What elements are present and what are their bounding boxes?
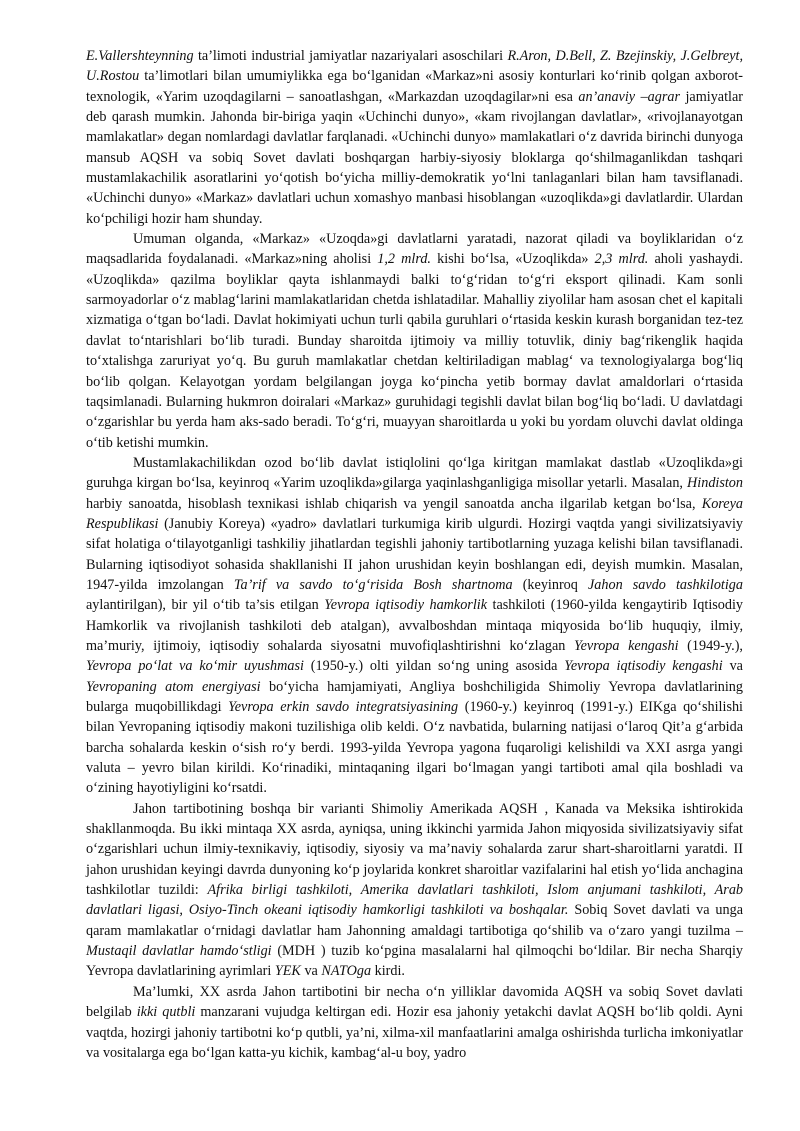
text-run: (1960-y.) keyinroq (1991-y.) EIKga qo‘shilishi bilan Yevropaning iqtisodiy makoni tuzilishiga olib keldi. O‘z navbatida, bularning natijasi o‘laroq Qit’a g‘arbida barcha sohalarda keskin o‘sish ro‘y berdi. 1993-yilda Yevropa yagona fuqaroligi kelishildi va XXI asrga yangi valuta – yevro bilan kirildi. Ko‘rinadiki, mintaqaning ilgari bo‘lmagan yangi tartiboti amal qila boshladi va o‘zining hayotiyligini ko‘rsatdi. [86,699,743,797]
text-run: Yevropa iqtisodiy hamkorlik [324,597,488,614]
text-run: Hindiston [687,475,743,492]
text-run: Yevropa erkin savdo integratsiyasining [228,699,459,715]
text-run: 1,2 mlrd. [377,251,431,268]
text-run: manzarani vujudga keltirgan edi. Hozir esa jahoniy yetakchi davlat AQSH bo‘lib qoldi. Ayni vaqtda, hozirgi jahoniy tartibotni ko‘p qutbli, ya’ni, xilma-xil manfaatlarini amalga oshirishda turlicha imkoniyatlar va vositalarga ega bo‘lgan katta-yu kichik, kambag‘al-u boy, yadro [86,1004,743,1061]
text-run: va [722,658,743,675]
text-run: ikki qutbli [136,1004,196,1021]
text-run: Yevropa iqtisodiy kengashi [564,658,723,675]
text-run: (1949-y.), [678,637,743,654]
document-page [86,46,743,1063]
text-run: Yevropa kengashi [574,637,679,654]
text-run: harbiy sanoatda, hisoblash texnikasi ishlab chiqarish va yengil sanoatda ancha ilgarilab ketgan bo‘lsa, [86,495,702,512]
text-run: (keyinroq [512,576,588,593]
text-run: Afrika birligi tashkiloti, Amerika davlatlari tashkiloti, Islom anjumani tashkiloti, Arab davlatlari ligasi, Osiyo-Tinch okeani iqtisodiy hamkorligi tashkiloti va boshqalar. [86,882,744,919]
text-run: (Janubiy Koreya) «yadro» davlatlari turkumiga kirib ulgurdi. Hozirgi vaqtda yangi sivilizatsiyaviy sifat holatiga o‘tilayotganligi tashkiliy jihatlardan tegishli jahoniy tartibotlarning yuzaga kelishi bilan tavsiflanadi. Bularning iqtisodiyot sohasida shakllanishi II jahon urushidan keyin boshlangan edi, deyish mumkin. Masalan, 1947-yilda imzolangan [86,515,743,593]
text-run: Sobiq Sovet davlati va unga qaram mamlakatlar o‘rnidagi davlatlar ham Jahonning amaldagi tartibotiga qo‘shilib va o‘zaro yangi tuzilma – [86,902,743,939]
text-run: tashkiloti (1960-yilda kengaytirib Iqtisodiy Hamkorlik va rivojlanish tashkiloti deb atalgan), avvalboshdan mintaqa miqyosida bo‘lib huquqiy, ilmiy, ma’muriy, ijtimoiy, iqtisodiy sohalarda siyosatni muvofiqlashtirishni ko‘zlagan [86,597,744,654]
text-run: YEK [274,963,301,980]
text-run: va [300,963,322,980]
text-run: (1950-y.) olti yildan so‘ng uning asosida [303,658,565,675]
text-run: kishi bo‘lsa, «Uzoqlikda» [430,251,595,268]
text-run: Ta’rif va savdo to‘g‘risida Bosh shartnoma [233,576,513,593]
text-run: R.Aron, D.Bell, Z. Bzejinskiy, J.Gelbreyt, U.Rostou [86,48,743,85]
text-run: Jahon savdo tashkilotiga [587,576,743,593]
text-run: (MDH ) tuzib ko‘pgina masalalarni hal qilmoqchi bo‘ldilar. Bir necha Sharqiy Yevropa davlatlarining ayrimlari [86,943,743,980]
text-run: ta’limotlari bilan umumiylikka ega bo‘lganidan «Markaz»ni asosiy konturlari ko‘rinib qolgan axborot-texnologik, «Yarim uzoqdagilarni – sanoatlashgan, «Markazdan uzoqdagilar»ni esa [86,68,743,105]
text-run: an’anaviy –agrar [578,88,680,105]
text-run: Yevropaning atom energiyasi [86,678,261,695]
text-run: aholi yashaydi. «Uzoqlikda» qazilma boyliklar qayta ishlanmaydi balki to‘g‘ridan to‘g‘ri eksport qilinadi. Kam sonli sarmoyadorlar o‘z mablag‘larini mamlakatlaridan chetda ishlatadilar. Mahalliy ziyolilar ham asosan chet el kapitali xizmatiga o‘tgan bo‘ladi. Davlat hokimiyati uchun turli qabila guruhlari o‘rtasida keskin kurash borganidan tez-tez davlat to‘ntarishlari bo‘lib turadi. Bunday sharoitda ijtimoiy va milliy totuvlik, diniy bag‘rikenglik haqida to‘xtalishga zaruriyat yo‘q. Bu guruh mamlakatlar chetdan keltiriladigan mablag‘ va texnologiyalarga bog‘liq bo‘lib qolgan. Kelayotgan yordam belgilangan joyga ko‘pincha yetib bormay davlat amaldorlari o‘rtasida taqsimlanadi. Bularning hukmron doiralari «Markaz» guruhidagi tegishli davlat bilan bog‘liq bo‘ladi. U davlatdagi o‘zgarishlar bu yerda ham aks-sado beradi. To‘g‘ri, muayyan sharoitlarda u yoki bu yordam oluvchi davlat oldinga o‘tib ketishi mumkin. [86,251,743,451]
text-run: jamiyatlar deb qarash mumkin. Jahonda bir-biriga yaqin «Uchinchi dunyo», «kam rivojlangan davlatlar», «rivojlanayotgan mamlakatlar» degan nomlardagi davlatlar farqlanadi. «Uchinchi dunyo» mamlakatlari o‘z davrida birinchi dunyoga mansub AQSH va sobiq Sovet davlati boshqargan harbiy-siyosiy bloklarga qo‘shilmaganlikdan tashqari mustamlakachilik asoratlarini yo‘qotish bo‘yicha milliy-demokratik yo‘lni tanlaganlari bilan ham tavsiflanadi. «Uchinchi dunyo» «Markaz» davlatlari uchun xomashyo manbasi hisoblangan «uzoqlikda»gi davlatlardir. Ulardan ko‘pchiligi hozir ham shunday. [86,88,743,227]
text-run: E.Vallershteynning [86,48,194,64]
paragraph-1 [86,46,743,229]
text-run: Mustamlakachilikdan ozod bo‘lib davlat istiqlolini qo‘lga kiritgan mamlakat dastlab «Uzoqlikda»gi guruhga kirgan bo‘lsa, keyinroq «Yarim uzoqlikda»gilarga yaqinlashganligiga misollar yetarli. Masalan, [86,454,743,492]
text-run: NATOga [321,963,372,980]
text-run: Umuman olganda, «Markaz» «Uzoqda»gi davlatlarni yaratadi, nazorat qiladi va boyliklaridan o‘z maqsadlarida foydalanadi. «Markaz»ning aholisi [86,231,743,268]
text-run: bo‘yicha hamjamiyati, Angliya boshchiligida Shimoliy Yevropa davlatlarining bularga muqobillikdagi [86,678,743,715]
text-run: aylantirilgan), bir yil o‘tib ta’sis etilgan [86,597,325,614]
paragraph-2 [86,229,743,453]
text-run: Yevropa po‘lat va ko‘mir uyushmasi [86,658,304,675]
text-run: ta’limoti industrial jamiyatlar nazariyalari asoschilari [193,48,508,64]
text-run: Koreya Respublikasi [86,495,743,532]
text-run: Jahon tartibotining boshqa bir varianti Shimoliy Amerikada AQSH , Kanada va Meksika ishtirokida shakllanmoqda. Bu ikki mintaqa XX asrda, ayniqsa, uning ikkinchi yarmida Jahon miqyosida sivilizatsiyaviy sifat o‘zgarishlari uchun ilmiy-texnikaviy, iqtisodiy, siyosiy va ma’naviy sohalarda zarur shart-sharoitlarni yaratdi. II jahon urushidan keyingi davrda dunyoning ko‘p joylarida konkret sharoitlar vazifalarini hal etish yo‘lida anchagina tashkilotlar tuzildi: [86,800,743,899]
paragraph-5 [86,982,743,1063]
text-run: Ma’lumki, XX asrda Jahon tartibotini bir necha o‘n yilliklar davomida AQSH va sobiq Sovet davlati belgilab [86,983,743,1021]
paragraph-4 [86,799,743,982]
text-run: kirdi. [371,963,405,980]
paragraph-3 [86,453,743,799]
text-run: Mustaqil davlatlar hamdo‘stligi [86,943,272,960]
text-run: 2,3 mlrd. [594,251,649,268]
